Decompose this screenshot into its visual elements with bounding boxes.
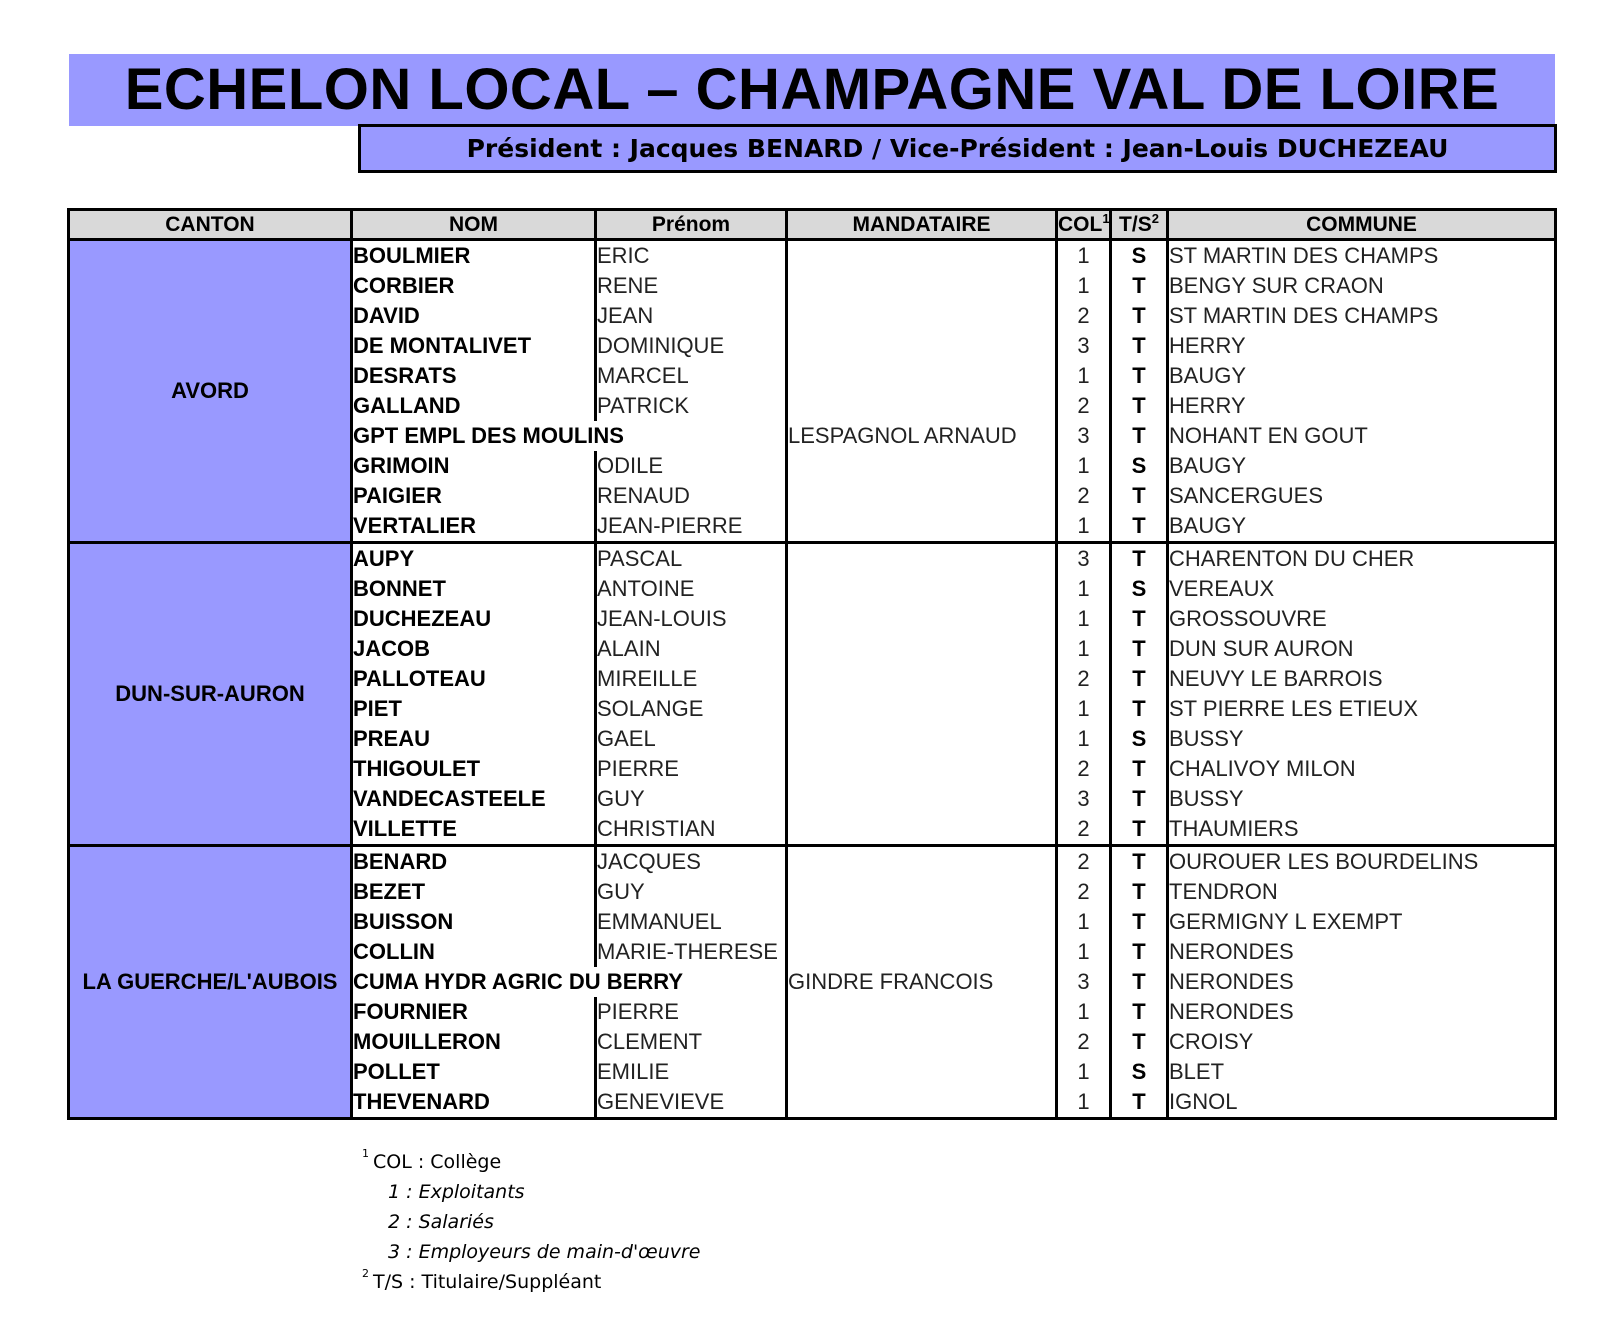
- ts-cell: S: [1111, 724, 1168, 754]
- nom-cell: VERTALIER: [352, 511, 596, 543]
- nom-cell: DUCHEZEAU: [352, 604, 596, 634]
- col-cell: 1: [1057, 1057, 1111, 1087]
- commune-cell: NERONDES: [1168, 997, 1556, 1027]
- commune-cell: HERRY: [1168, 331, 1556, 361]
- mandataire-cell: [787, 814, 1057, 846]
- footnote-ts: [362, 1267, 701, 1297]
- col-cell: 1: [1057, 694, 1111, 724]
- nom-cell: BOULMIER: [352, 240, 596, 272]
- col-cell: 2: [1057, 1027, 1111, 1057]
- commune-cell: CHARENTON DU CHER: [1168, 543, 1556, 575]
- nom-cell: PAIGIER: [352, 481, 596, 511]
- col-cell: 2: [1057, 301, 1111, 331]
- ts-cell: T: [1111, 361, 1168, 391]
- mandataire-cell: LESPAGNOL ARNAUD: [787, 421, 1057, 451]
- nom-cell: MOUILLERON: [352, 1027, 596, 1057]
- header-mandataire: MANDATAIRE: [787, 210, 1057, 240]
- nom-cell: DESRATS: [352, 361, 596, 391]
- roster-body: [69, 240, 1556, 1119]
- prenom-cell: JEAN: [596, 301, 787, 331]
- nom-cell: POLLET: [352, 1057, 596, 1087]
- ts-cell: S: [1111, 1057, 1168, 1087]
- nom-cell: GRIMOIN: [352, 451, 596, 481]
- commune-cell: OUROUER LES BOURDELINS: [1168, 846, 1556, 878]
- ts-cell: S: [1111, 574, 1168, 604]
- col-cell: 3: [1057, 784, 1111, 814]
- table-row: [69, 543, 1556, 575]
- col-cell: 1: [1057, 451, 1111, 481]
- mandataire-cell: [787, 724, 1057, 754]
- canton-cell: AVORD: [69, 240, 352, 543]
- col-cell: 1: [1057, 604, 1111, 634]
- col-cell: 1: [1057, 937, 1111, 967]
- table-row: [69, 846, 1556, 878]
- prenom-cell: PASCAL: [596, 543, 787, 575]
- ts-cell: T: [1111, 877, 1168, 907]
- nom-cell: GPT EMPL DES MOULINS: [352, 421, 596, 451]
- ts-cell: S: [1111, 240, 1168, 272]
- ts-cell: T: [1111, 754, 1168, 784]
- mandataire-cell: [787, 937, 1057, 967]
- nom-cell: COLLIN: [352, 937, 596, 967]
- commune-cell: NOHANT EN GOUT: [1168, 421, 1556, 451]
- col-cell: 1: [1057, 511, 1111, 543]
- col-cell: 3: [1057, 543, 1111, 575]
- ts-cell: T: [1111, 604, 1168, 634]
- nom-cell: BENARD: [352, 846, 596, 878]
- col-cell: 2: [1057, 846, 1111, 878]
- nom-cell: BEZET: [352, 877, 596, 907]
- header-col: [1057, 210, 1111, 240]
- col-cell: 1: [1057, 271, 1111, 301]
- commune-cell: CROISY: [1168, 1027, 1556, 1057]
- commune-cell: VEREAUX: [1168, 574, 1556, 604]
- header-row: [69, 210, 1556, 240]
- footnote-ts-text: T/S : Titulaire/Suppléant: [373, 1271, 602, 1293]
- commune-cell: NEUVY LE BARROIS: [1168, 664, 1556, 694]
- commune-cell: GERMIGNY L EXEMPT: [1168, 907, 1556, 937]
- nom-cell: GALLAND: [352, 391, 596, 421]
- roster-table: [67, 208, 1557, 1120]
- page-title: ECHELON LOCAL – CHAMPAGNE VAL DE LOIRE: [124, 57, 1500, 122]
- header-ts-label: T/S: [1119, 213, 1152, 236]
- ts-cell: T: [1111, 543, 1168, 575]
- prenom-cell: RENAUD: [596, 481, 787, 511]
- col-cell: 3: [1057, 967, 1111, 997]
- commune-cell: BLET: [1168, 1057, 1556, 1087]
- ts-cell: T: [1111, 967, 1168, 997]
- nom-cell: DAVID: [352, 301, 596, 331]
- col-cell: 3: [1057, 331, 1111, 361]
- mandataire-cell: [787, 574, 1057, 604]
- ts-cell: T: [1111, 634, 1168, 664]
- commune-cell: DUN SUR AURON: [1168, 634, 1556, 664]
- prenom-cell: CLEMENT: [596, 1027, 787, 1057]
- commune-cell: NERONDES: [1168, 967, 1556, 997]
- ts-cell: T: [1111, 784, 1168, 814]
- prenom-cell: JEAN-PIERRE: [596, 511, 787, 543]
- prenom-cell: PIERRE: [596, 997, 787, 1027]
- mandataire-cell: [787, 1057, 1057, 1087]
- commune-cell: GROSSOUVRE: [1168, 604, 1556, 634]
- commune-cell: THAUMIERS: [1168, 814, 1556, 846]
- canton-cell: LA GUERCHE/L'AUBOIS: [69, 846, 352, 1119]
- commune-cell: TENDRON: [1168, 877, 1556, 907]
- nom-cell: CORBIER: [352, 271, 596, 301]
- col-cell: 1: [1057, 1087, 1111, 1119]
- mandataire-cell: [787, 997, 1057, 1027]
- ts-cell: T: [1111, 331, 1168, 361]
- commune-cell: BAUGY: [1168, 511, 1556, 543]
- mandataire-cell: [787, 1087, 1057, 1119]
- mandataire-cell: [787, 331, 1057, 361]
- commune-cell: SANCERGUES: [1168, 481, 1556, 511]
- mandataire-cell: [787, 784, 1057, 814]
- commune-cell: BAUGY: [1168, 361, 1556, 391]
- footnote-col-item: 1 : Exploitants: [388, 1181, 525, 1203]
- officers-banner: Président : Jacques BENARD / Vice-Président : Jean-Louis DUCHEZEAU: [358, 124, 1557, 173]
- mandataire-cell: [787, 604, 1057, 634]
- ts-cell: T: [1111, 391, 1168, 421]
- ts-cell: T: [1111, 511, 1168, 543]
- col-cell: 3: [1057, 421, 1111, 451]
- prenom-cell: MARCEL: [596, 361, 787, 391]
- mandataire-cell: [787, 634, 1057, 664]
- header-ts-footnote-marker: 2: [1151, 211, 1159, 226]
- commune-cell: BENGY SUR CRAON: [1168, 271, 1556, 301]
- mandataire-cell: [787, 846, 1057, 878]
- ts-cell: T: [1111, 846, 1168, 878]
- prenom-cell: [596, 421, 787, 451]
- ts-cell: T: [1111, 421, 1168, 451]
- mandataire-cell: [787, 451, 1057, 481]
- ts-cell: T: [1111, 301, 1168, 331]
- title-banner: [69, 54, 1555, 126]
- mandataire-cell: GINDRE FRANCOIS: [787, 967, 1057, 997]
- mandataire-cell: [787, 240, 1057, 272]
- ts-cell: T: [1111, 814, 1168, 846]
- ts-cell: T: [1111, 481, 1168, 511]
- prenom-cell: ERIC: [596, 240, 787, 272]
- col-cell: 2: [1057, 877, 1111, 907]
- prenom-cell: PIERRE: [596, 754, 787, 784]
- footnotes: [362, 1147, 701, 1297]
- nom-cell: PIET: [352, 694, 596, 724]
- mandataire-cell: [787, 1027, 1057, 1057]
- prenom-cell: ODILE: [596, 451, 787, 481]
- prenom-cell: PATRICK: [596, 391, 787, 421]
- header-canton: CANTON: [69, 210, 352, 240]
- mandataire-cell: [787, 877, 1057, 907]
- prenom-cell: SOLANGE: [596, 694, 787, 724]
- prenom-cell: RENE: [596, 271, 787, 301]
- nom-cell: VILLETTE: [352, 814, 596, 846]
- nom-cell: THIGOULET: [352, 754, 596, 784]
- prenom-cell: ANTOINE: [596, 574, 787, 604]
- mandataire-cell: [787, 754, 1057, 784]
- commune-cell: HERRY: [1168, 391, 1556, 421]
- nom-cell: VANDECASTEELE: [352, 784, 596, 814]
- col-cell: 1: [1057, 574, 1111, 604]
- prenom-cell: EMMANUEL: [596, 907, 787, 937]
- mandataire-cell: [787, 664, 1057, 694]
- col-cell: 1: [1057, 361, 1111, 391]
- commune-cell: NERONDES: [1168, 937, 1556, 967]
- col-cell: 1: [1057, 724, 1111, 754]
- footnote-col-text: COL : Collège: [373, 1151, 502, 1173]
- ts-cell: T: [1111, 271, 1168, 301]
- commune-cell: IGNOL: [1168, 1087, 1556, 1119]
- ts-cell: T: [1111, 997, 1168, 1027]
- col-cell: 1: [1057, 907, 1111, 937]
- nom-cell: BUISSON: [352, 907, 596, 937]
- col-cell: 2: [1057, 664, 1111, 694]
- footnote-col-item: 2 : Salariés: [388, 1211, 494, 1233]
- canton-cell: DUN-SUR-AURON: [69, 543, 352, 846]
- prenom-cell: GUY: [596, 877, 787, 907]
- commune-cell: CHALIVOY MILON: [1168, 754, 1556, 784]
- mandataire-cell: [787, 694, 1057, 724]
- col-cell: 2: [1057, 481, 1111, 511]
- col-cell: 2: [1057, 814, 1111, 846]
- prenom-cell: ALAIN: [596, 634, 787, 664]
- footnote-col: [362, 1147, 701, 1177]
- nom-cell: THEVENARD: [352, 1087, 596, 1119]
- prenom-cell: MIREILLE: [596, 664, 787, 694]
- nom-cell: PALLOTEAU: [352, 664, 596, 694]
- table-row: [69, 240, 1556, 272]
- nom-cell: CUMA HYDR AGRIC DU BERRY: [352, 967, 596, 997]
- prenom-cell: GUY: [596, 784, 787, 814]
- prenom-cell: EMILIE: [596, 1057, 787, 1087]
- ts-cell: S: [1111, 451, 1168, 481]
- prenom-cell: GAEL: [596, 724, 787, 754]
- mandataire-cell: [787, 543, 1057, 575]
- commune-cell: ST PIERRE LES ETIEUX: [1168, 694, 1556, 724]
- commune-cell: BUSSY: [1168, 724, 1556, 754]
- header-commune: COMMUNE: [1168, 210, 1556, 240]
- ts-cell: T: [1111, 1027, 1168, 1057]
- mandataire-cell: [787, 301, 1057, 331]
- header-col-footnote-marker: 1: [1102, 211, 1110, 226]
- commune-cell: BAUGY: [1168, 451, 1556, 481]
- ts-cell: T: [1111, 664, 1168, 694]
- col-cell: 2: [1057, 754, 1111, 784]
- mandataire-cell: [787, 391, 1057, 421]
- col-cell: 1: [1057, 240, 1111, 272]
- prenom-cell: GENEVIEVE: [596, 1087, 787, 1119]
- nom-cell: AUPY: [352, 543, 596, 575]
- header-ts: [1111, 210, 1168, 240]
- header-prenom: Prénom: [596, 210, 787, 240]
- nom-cell: DE MONTALIVET: [352, 331, 596, 361]
- ts-cell: T: [1111, 907, 1168, 937]
- mandataire-cell: [787, 271, 1057, 301]
- ts-cell: T: [1111, 1087, 1168, 1119]
- prenom-cell: MARIE-THERESE: [596, 937, 787, 967]
- commune-cell: BUSSY: [1168, 784, 1556, 814]
- col-cell: 2: [1057, 391, 1111, 421]
- prenom-cell: JACQUES: [596, 846, 787, 878]
- ts-cell: T: [1111, 937, 1168, 967]
- nom-cell: JACOB: [352, 634, 596, 664]
- footnote-ts-marker: 2: [362, 1267, 369, 1280]
- col-cell: 1: [1057, 997, 1111, 1027]
- nom-cell: FOURNIER: [352, 997, 596, 1027]
- nom-cell: PREAU: [352, 724, 596, 754]
- mandataire-cell: [787, 907, 1057, 937]
- mandataire-cell: [787, 481, 1057, 511]
- prenom-cell: CHRISTIAN: [596, 814, 787, 846]
- mandataire-cell: [787, 361, 1057, 391]
- footnote-col-item: 3 : Employeurs de main-d'œuvre: [388, 1241, 701, 1263]
- ts-cell: T: [1111, 694, 1168, 724]
- footnote-col-marker: 1: [362, 1147, 369, 1160]
- header-nom: NOM: [352, 210, 596, 240]
- nom-cell: BONNET: [352, 574, 596, 604]
- commune-cell: ST MARTIN DES CHAMPS: [1168, 240, 1556, 272]
- header-col-label: COL: [1058, 213, 1103, 236]
- prenom-cell: JEAN-LOUIS: [596, 604, 787, 634]
- col-cell: 1: [1057, 634, 1111, 664]
- commune-cell: ST MARTIN DES CHAMPS: [1168, 301, 1556, 331]
- prenom-cell: DOMINIQUE: [596, 331, 787, 361]
- mandataire-cell: [787, 511, 1057, 543]
